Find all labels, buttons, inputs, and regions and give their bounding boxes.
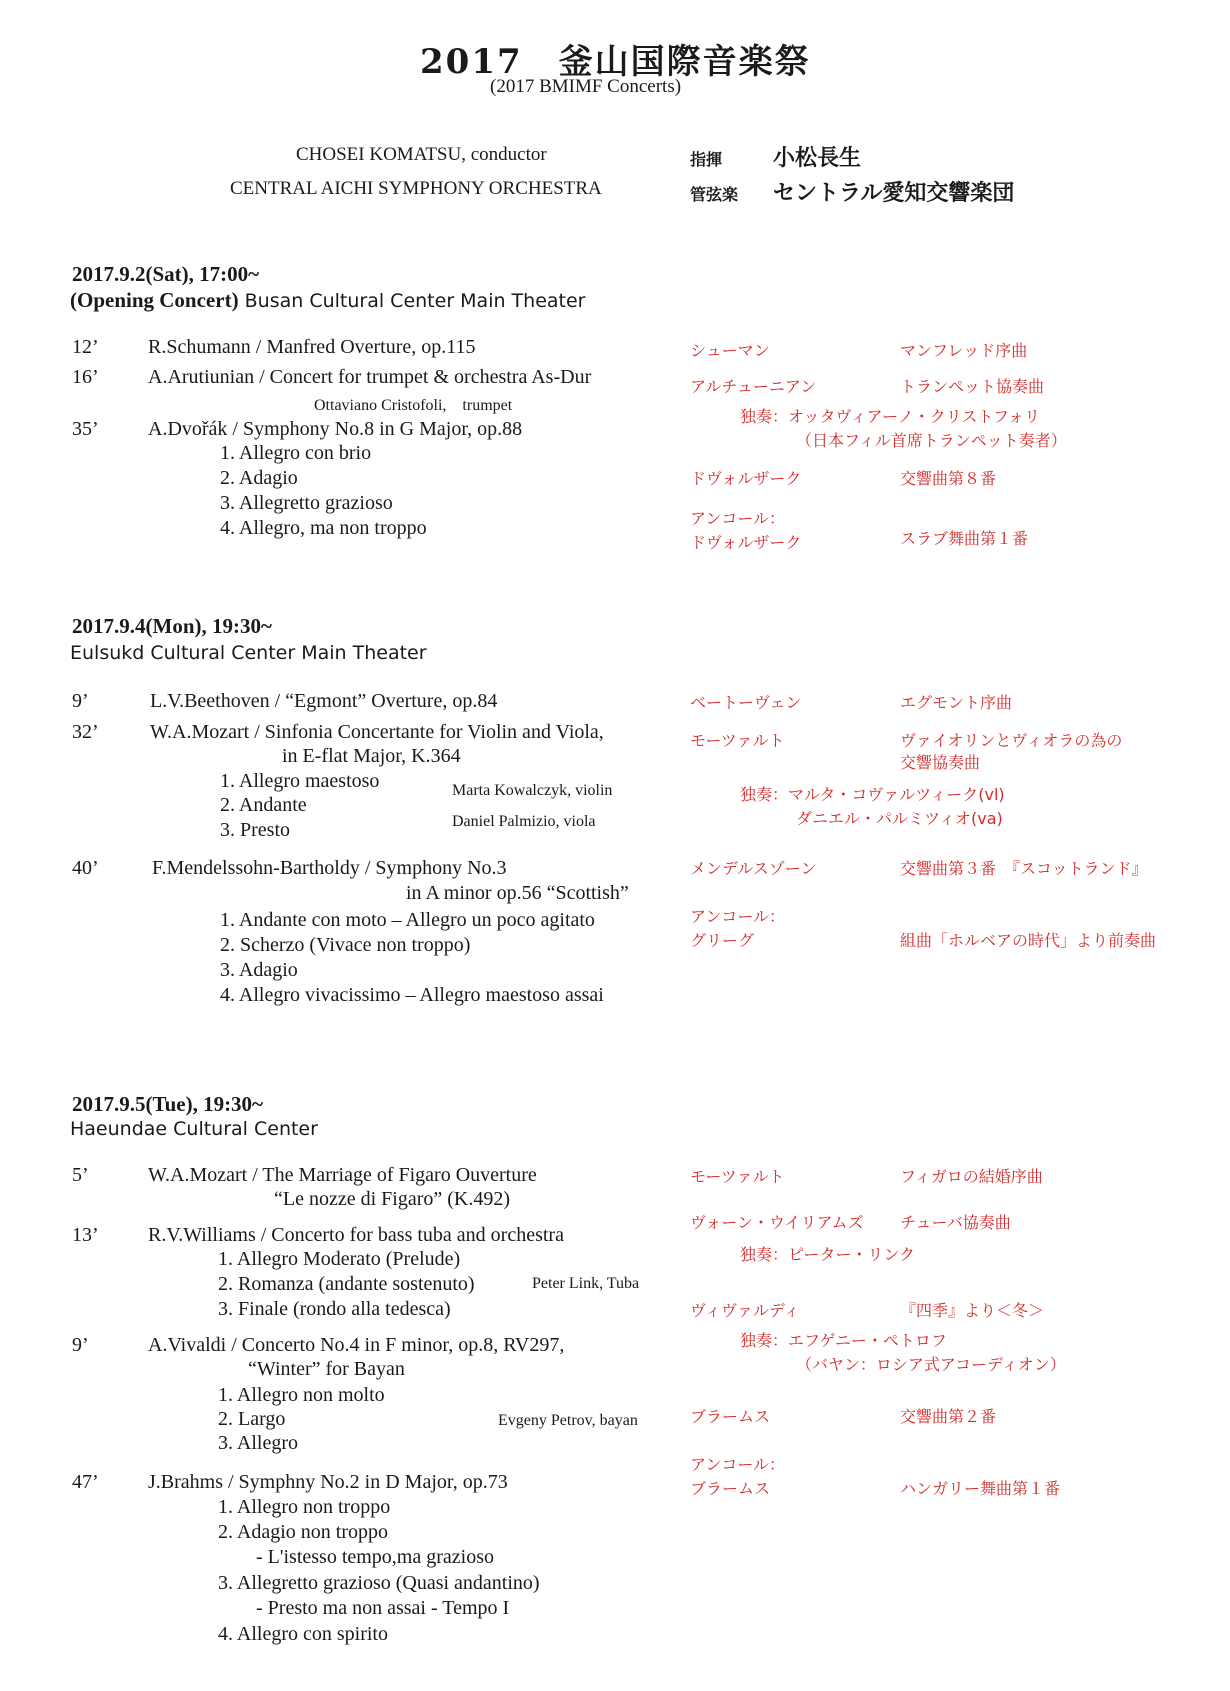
c2-encore-title: 組曲「ホルベアの時代」より前奏曲: [900, 931, 1157, 950]
c1-w1-jp-composer: シューマン: [690, 341, 770, 360]
c3-w3-title-cont: “Winter” for Bayan: [248, 1358, 405, 1380]
c3-w2-jp-composer: ヴォーン・ウイリアムズ: [690, 1213, 864, 1232]
c3-w2-duration: 13’: [72, 1224, 99, 1246]
c2-w2-performer: Daniel Palmizio, viola: [452, 813, 596, 830]
c3-w3-title: A.Vivaldi / Concerto No.4 in F minor, op.8, RV297,: [148, 1334, 565, 1356]
c2-w2-duration: 32’: [72, 721, 99, 743]
c2-w1-title: L.V.Beethoven / “Egmont” Overture, op.84: [150, 690, 498, 712]
c3-w1-jp-composer: モーツァルト: [690, 1167, 785, 1186]
c3-w2-movement: 2. Romanza (andante sostenuto): [218, 1273, 475, 1295]
concert2-date: 2017.9.4(Mon), 19:30~: [72, 614, 272, 638]
page-subtitle: (2017 BMIMF Concerts): [490, 76, 682, 97]
c2-w3-title-cont: in A minor op.56 “Scottish”: [406, 882, 629, 904]
c2-w1-duration: 9’: [72, 690, 89, 712]
c2-w2-title: W.A.Mozart / Sinfonia Concertante for Violin and Viola,: [150, 721, 604, 743]
c1-w3-movement: 4. Allegro, ma non troppo: [220, 517, 427, 539]
conductor-jp: 小松長生: [773, 146, 862, 171]
c1-w3-movement: 2. Adagio: [220, 467, 298, 489]
c2-w3-movement: 3. Adagio: [220, 959, 298, 981]
c1-w2-jp-title: トランペット協奏曲: [900, 377, 1045, 396]
c2-w3-movement: 2. Scherzo (Vivace non troppo): [220, 934, 471, 956]
c1-encore-composer: ドヴォルザーク: [690, 533, 802, 552]
c2-w1-jp-composer: ベートーヴェン: [690, 693, 802, 712]
c3-w3-jp-solo: 独奏：エフゲニー・ペトロフ: [740, 1331, 947, 1350]
c2-w2-movement: 3. Presto: [220, 819, 290, 841]
c2-w2-jp-title-cont: 交響協奏曲: [900, 753, 981, 772]
c3-w3-duration: 9’: [72, 1334, 89, 1356]
c3-w4-title: J.Brahms / Symphny No.2 in D Major, op.73: [148, 1471, 508, 1493]
c2-w3-jp-composer: メンデルスゾーン: [690, 859, 817, 878]
c1-w2-jp-solo: 独奏：オッタヴィアーノ・クリストフォリ: [740, 407, 1041, 426]
c3-w3-performer: Evgeny Petrov, bayan: [498, 1412, 638, 1429]
c3-w1-title-cont: “Le nozze di Figaro” (K.492): [274, 1188, 511, 1210]
c2-w3-duration: 40’: [72, 857, 99, 879]
concert1-venue-line: [70, 288, 586, 313]
c1-w2-duration: 16’: [72, 366, 99, 388]
c1-w2-jp-composer: アルチューニアン: [690, 377, 817, 396]
c3-w4-duration: 47’: [72, 1471, 99, 1493]
c2-w2-jp-solo: 独奏：マルタ・コヴァルツィーク(vl): [740, 785, 1005, 804]
c2-w2-performer: Marta Kowalczyk, violin: [452, 782, 613, 799]
c2-w3-title: F.Mendelssohn-Bartholdy / Symphony No.3: [152, 857, 507, 879]
c3-w2-performer: Peter Link, Tuba: [532, 1275, 640, 1292]
c3-w4-movement-sub: - L'istesso tempo,ma grazioso: [256, 1546, 494, 1568]
c1-w1-title: R.Schumann / Manfred Overture, op.115: [148, 336, 476, 358]
c1-encore-label: アンコール：: [690, 509, 786, 528]
c3-w3-movement: 2. Largo: [218, 1408, 286, 1430]
c3-w2-movement: 1. Allegro Moderato (Prelude): [218, 1248, 461, 1270]
c2-encore-composer: グリーグ: [690, 931, 755, 950]
conductor-en: CHOSEI KOMATSU, conductor: [296, 144, 547, 165]
c3-w1-title: W.A.Mozart / The Marriage of Figaro Ouverture: [148, 1164, 537, 1186]
c1-w3-jp-title: 交響曲第８番: [900, 469, 997, 488]
c2-w3-movement: 1. Andante con moto – Allegro un poco agitato: [220, 909, 595, 931]
c3-w2-title: R.V.Williams / Concerto for bass tuba and orchestra: [148, 1224, 564, 1246]
orchestra-en: CENTRAL AICHI SYMPHONY ORCHESTRA: [230, 178, 602, 199]
c1-w3-title: A.Dvořák / Symphony No.8 in G Major, op.88: [148, 418, 523, 440]
c1-w2-performer: Ottaviano Cristofoli, trumpet: [314, 397, 513, 414]
c1-w1-duration: 12’: [72, 336, 99, 358]
c3-w4-jp-composer: ブラームス: [690, 1407, 771, 1426]
c3-w1-jp-title: フィガロの結婚序曲: [900, 1167, 1043, 1186]
concert1-venue: Busan Cultural Center Main Theater: [244, 290, 586, 312]
concert3-date: 2017.9.5(Tue), 19:30~: [72, 1092, 263, 1116]
c3-w2-jp-solo: 独奏：ピーター・リンク: [740, 1245, 916, 1264]
concert3-venue: Haeundae Cultural Center: [70, 1118, 318, 1140]
c2-w2-movement: 2. Andante: [220, 794, 307, 816]
c2-encore-label: アンコール：: [690, 907, 786, 926]
c1-w1-jp-title: マンフレッド序曲: [900, 341, 1028, 360]
c3-w3-movement: 3. Allegro: [218, 1432, 298, 1454]
c2-w3-movement: 4. Allegro vivacissimo – Allegro maestoso assai: [220, 984, 604, 1006]
c3-w4-jp-title: 交響曲第２番: [900, 1407, 997, 1426]
c3-w4-movement-sub: - Presto ma non assai - Tempo I: [256, 1597, 510, 1619]
c3-w2-jp-title: チューバ協奏曲: [900, 1213, 1011, 1232]
c3-encore-title: ハンガリー舞曲第１番: [900, 1479, 1061, 1498]
c2-w1-jp-title: エグモント序曲: [900, 693, 1013, 712]
c2-w2-jp-title: ヴァイオリンとヴィオラの為の: [900, 731, 1123, 750]
c1-w2-jp-solo-note: （日本フィル首席トランペット奏者）: [796, 431, 1067, 450]
c1-w3-duration: 35’: [72, 418, 99, 440]
c3-w1-duration: 5’: [72, 1164, 89, 1186]
c3-w3-jp-composer: ヴィヴァルディ: [690, 1301, 800, 1320]
c3-w2-movement: 3. Finale (rondo alla tedesca): [218, 1298, 451, 1320]
c2-w2-jp-solo: ダニエル・パルミツィオ(va): [796, 809, 1003, 828]
c3-encore-composer: ブラームス: [690, 1479, 771, 1498]
orchestra-role-jp: 管弦楽: [690, 185, 739, 204]
concert1-date: 2017.9.2(Sat), 17:00~: [72, 262, 260, 286]
c1-encore-title: スラブ舞曲第１番: [900, 529, 1029, 548]
c3-w4-movement: 4. Allegro con spirito: [218, 1623, 388, 1645]
c3-w4-movement: 1. Allegro non troppo: [218, 1496, 391, 1518]
c3-w3-jp-solo-note: （バヤン：ロシア式アコーディオン）: [796, 1355, 1066, 1374]
c3-w4-movement: 3. Allegretto grazioso (Quasi andantino): [218, 1572, 540, 1594]
c1-w3-movement: 3. Allegretto grazioso: [220, 492, 393, 514]
c1-w3-jp-composer: ドヴォルザーク: [690, 469, 802, 488]
c1-w3-movement: 1. Allegro con brio: [220, 442, 372, 464]
c3-w4-movement: 2. Adagio non troppo: [218, 1521, 388, 1543]
c3-w3-jp-title: 『四季』より＜冬＞: [900, 1301, 1045, 1320]
c3-encore-label: アンコール：: [690, 1455, 786, 1474]
conductor-role-jp: 指揮: [690, 150, 723, 169]
c2-w2-jp-composer: モーツァルト: [690, 731, 785, 750]
c3-w3-movement: 1. Allegro non molto: [218, 1384, 385, 1406]
concert1-label: (Opening Concert): [70, 288, 239, 312]
concert2-venue: Eulsukd Cultural Center Main Theater: [70, 642, 427, 664]
c2-w3-jp-title: 交響曲第３番 『スコットランド』: [900, 859, 1148, 878]
orchestra-jp: セントラル愛知交響楽団: [773, 181, 1015, 206]
c2-w2-title-cont: in E-flat Major, K.364: [282, 745, 461, 767]
page-title: 2017 釜山国際音楽祭: [420, 42, 811, 82]
c1-w2-title: A.Arutiunian / Concert for trumpet & orchestra As-Dur: [148, 366, 592, 388]
c2-w2-movement: 1. Allegro maestoso: [220, 770, 380, 792]
